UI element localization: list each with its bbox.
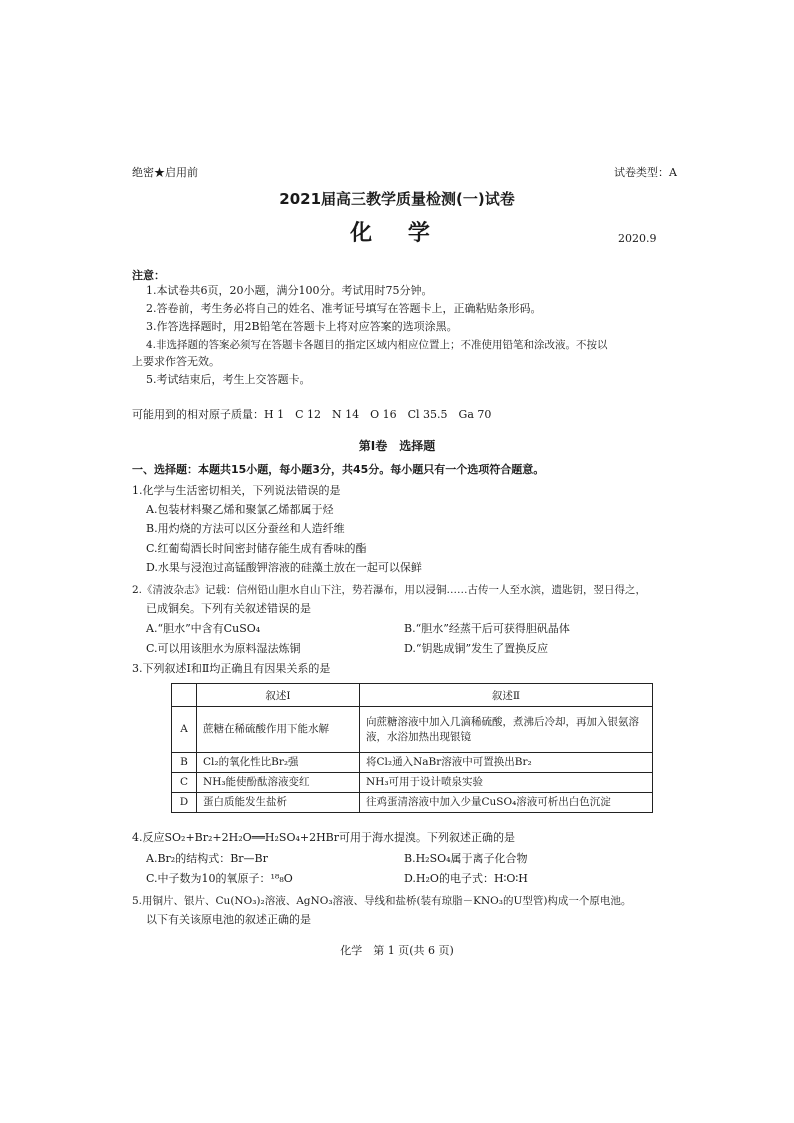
row-id: A [172,707,197,753]
row-id: D [172,793,197,813]
atomic-masses: 可能用到的相对原子质量：H 1 C 12 N 14 O 16 Cl 35.5 Ga 70 [132,408,492,421]
question-3-stem: 3.下列叙述Ⅰ和Ⅱ均正确且有因果关系的是 [132,662,331,675]
q1-option-d: D.水果与浸泡过高锰酸钾溶液的硅藻土放在一起可以保鲜 [146,561,422,574]
q3-table [171,683,653,813]
table-row [172,773,653,793]
section-title: 第Ⅰ卷 选择题 [358,439,436,453]
notice-item: 2.答卷前，考生务必将自己的姓名、准考证号填写在答题卡上，正确粘贴条形码。 [146,302,542,315]
table-header-col1: 叙述Ⅰ [197,684,360,707]
page-footer: 化学 第 1 页(共 6 页) [340,944,454,957]
q1-option-b: B.用灼烧的方法可以区分蚕丝和人造纤维 [146,522,345,535]
notice-item: 3.作答选择题时，用2B铅笔在答题卡上将对应答案的选项涂黑。 [146,320,458,333]
question-4-stem: 4.反应SO₂+Br₂+2H₂O══H₂SO₄+2HBr可用于海水提溴。下列叙述正确的是 [132,831,516,844]
question-2-stem-cont: 已成铜矣。下列有关叙述错误的是 [146,602,311,615]
section-instruction: 一、选择题：本题共15小题，每小题3分，共45分。每小题只有一个选项符合题意。 [132,463,545,476]
q2-option-d: D.“钥匙成铜”发生了置换反应 [404,642,549,655]
row-statement-2: 向蔗糖溶液中加入几滴稀硫酸，煮沸后冷却，再加入银氨溶液，水浴加热出现银镜 [360,707,653,753]
subject-title: 化 学 [350,221,444,246]
row-statement-2: 往鸡蛋清溶液中加入少量CuSO₄溶液可析出白色沉淀 [360,793,653,813]
table-header-empty [172,684,197,707]
q4-option-d: D.H₂O的电子式：H∶O∶H [404,872,528,885]
row-id: B [172,753,197,773]
notice-item: 5.考试结束后，考生上交答题卡。 [146,373,311,386]
notice-item: 1.本试卷共6页，20小题，满分100分。考试用时75分钟。 [146,284,433,297]
q1-option-a: A.包装材料聚乙烯和聚氯乙烯都属于烃 [146,503,334,516]
table-row [172,707,653,753]
q1-option-c: C.红葡萄酒长时间密封储存能生成有香味的酯 [146,542,367,555]
row-statement-1: Cl₂的氧化性比Br₂强 [197,753,360,773]
q2-option-a: A.“胆水”中含有CuSO₄ [146,622,261,635]
question-5-stem-cont: 以下有关该原电池的叙述正确的是 [146,913,311,926]
q2-option-b: B.“胆水”经蒸干后可获得胆矾晶体 [404,622,570,635]
q2-option-c: C.可以用该胆水为原料湿法炼铜 [146,642,301,655]
row-statement-1: 蔗糖在稀硫酸作用下能水解 [197,707,360,753]
notice-item: 4.非选择题的答案必须写在答题卡各题目的指定区域内相应位置上；不准使用铅笔和涂改液。不按以 [146,339,608,351]
q4-option-b: B.H₂SO₄属于离子化合物 [404,852,528,865]
question-1-stem: 1.化学与生活密切相关，下列说法错误的是 [132,484,341,497]
question-5-stem: 5.用铜片、银片、Cu(NO₃)₂溶液、AgNO₃溶液、导线和盐桥(装有琼脂－KNO₃的U型管)构成一个原电池。 [132,895,632,907]
table-header-row [172,684,653,707]
row-statement-1: 蛋白质能发生盐析 [197,793,360,813]
row-statement-2: 将Cl₂通入NaBr溶液中可置换出Br₂ [360,753,653,773]
q4-option-c: C.中子数为10的氧原子：¹⁸₈O [146,872,293,885]
question-2-stem: 2.《清波杂志》记载：信州铅山胆水自山下注，势若瀑布，用以浸铜……古传一人至水滨，遗匙钥，翌日得之， [132,584,647,596]
notice-heading: 注意： [132,269,165,282]
paper-type-label: 试卷类型：A [614,166,677,179]
row-id: C [172,773,197,793]
notice-item: 上要求作答无效。 [132,355,220,368]
exam-date: 2020.9 [618,232,657,245]
row-statement-2: NH₃可用于设计喷泉实验 [360,773,653,793]
table-row [172,753,653,773]
row-statement-1: NH₃能使酚酞溶液变红 [197,773,360,793]
confidential-label: 绝密★启用前 [132,166,198,179]
table-header-col2: 叙述Ⅱ [360,684,653,707]
table-row [172,793,653,813]
exam-title: 2021届高三教学质量检测(一)试卷 [279,190,515,208]
q4-option-a: A.Br₂的结构式：Br—Br [146,852,268,865]
